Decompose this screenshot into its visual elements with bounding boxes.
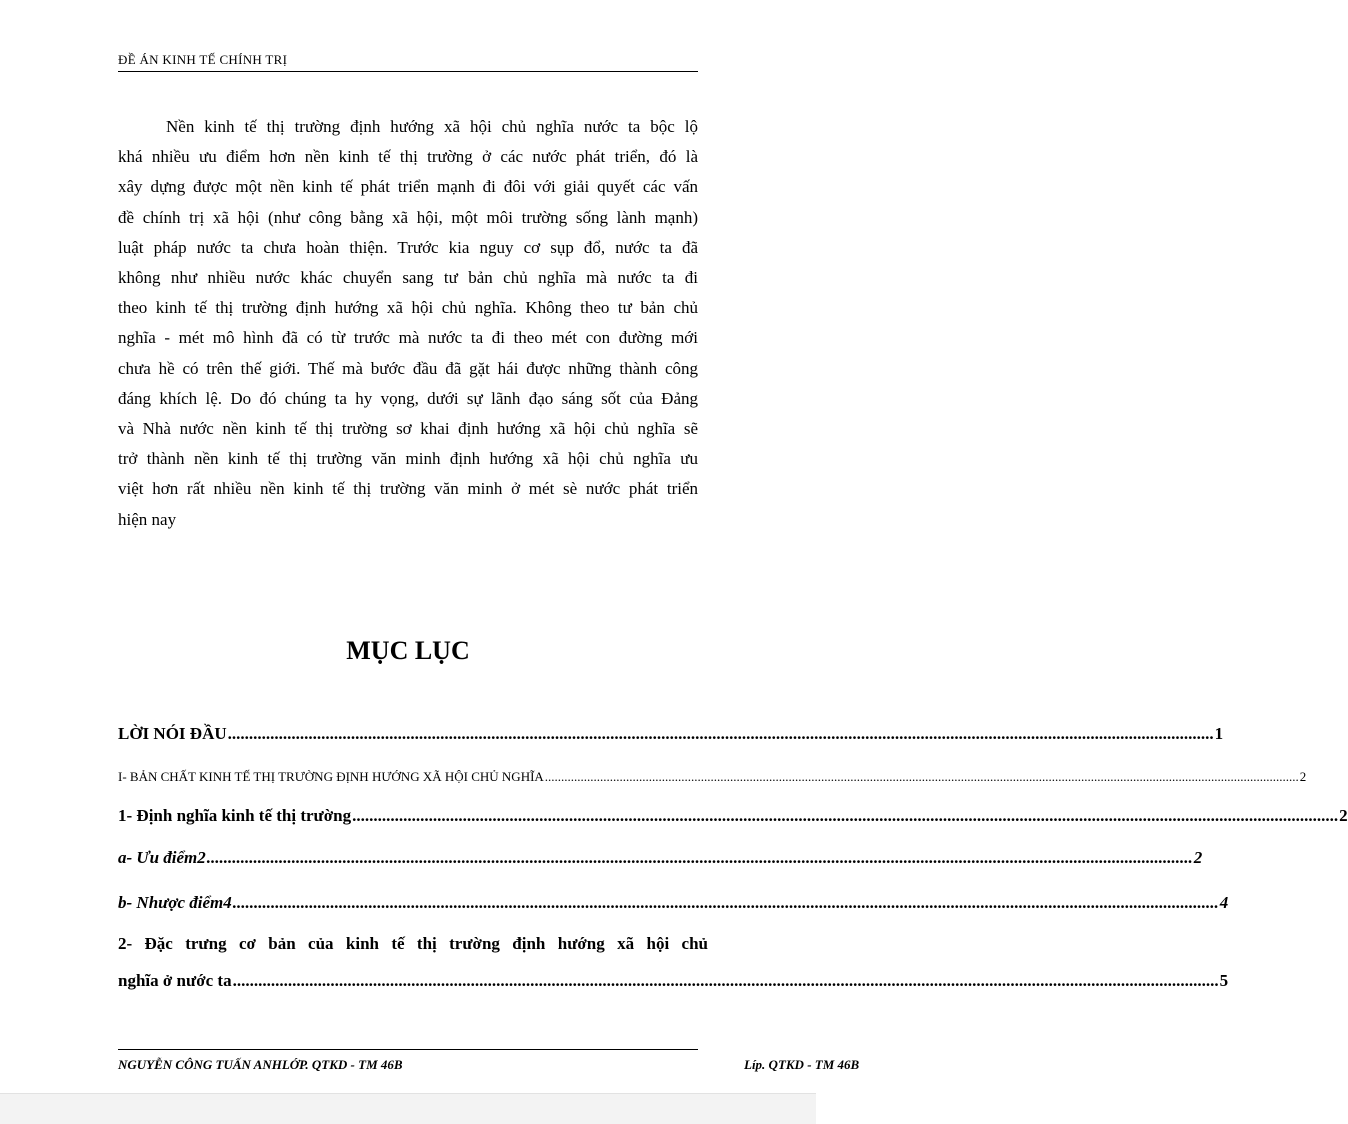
footer-divider bbox=[118, 1049, 698, 1050]
toc-entry-ban-chat[interactable] bbox=[118, 769, 1307, 785]
toc-entry-page: 5 bbox=[1219, 971, 1229, 990]
body-paragraph bbox=[118, 112, 698, 535]
body-line: chưa hề có trên thế giới. Thế mà bước đầu đã gặt hái được những thành công bbox=[118, 358, 698, 378]
toc-entry-label: LỜI NÓI ĐẦU bbox=[118, 724, 227, 743]
body-line: theo kinh tế thị trường định hướng xã hội chủ nghĩa. Không theo tư bản chủ bbox=[118, 298, 698, 318]
footer-class: Líp. QTKD - TM 46B bbox=[744, 1057, 860, 1072]
toc-entry-page: 1 bbox=[1214, 724, 1224, 743]
toc-entry-label: 1- Định nghĩa kinh tế thị trường bbox=[118, 806, 352, 825]
toc-leader-dots bbox=[233, 971, 1219, 991]
body-line: và Nhà nước nền kinh tế thị trường sơ khai định hướng xã hội chủ nghĩa sẽ bbox=[118, 419, 698, 439]
toc-entry-dac-trung[interactable] bbox=[118, 971, 1229, 991]
toc-entry-nhuoc-diem[interactable] bbox=[118, 893, 1229, 913]
body-line: Nền kinh tế thị trường định hướng xã hội chủ nghĩa nước ta bộc lộ bbox=[166, 117, 698, 136]
toc-entry-page: 2 bbox=[1299, 769, 1307, 784]
toc-leader-dots bbox=[228, 724, 1214, 744]
page-bottom-strip bbox=[0, 1093, 816, 1124]
body-line: luật pháp nước ta chưa hoàn thiện. Trước kia nguy cơ sụp đổ, nước ta đã bbox=[118, 237, 698, 257]
toc-entry-page: 2 bbox=[1339, 806, 1348, 825]
body-line: hiện nay bbox=[118, 509, 177, 529]
header-title: ĐỀ ÁN KINH TẾ CHÍNH TRỊ bbox=[118, 52, 288, 67]
toc-entry-uu-diem[interactable] bbox=[118, 848, 1203, 868]
body-line: đề chính trị xã hội (như công bằng xã hội, một môi trường sống lành mạnh) bbox=[118, 207, 698, 227]
toc-entry-label: a- Ưu điểm2 bbox=[118, 848, 206, 867]
footer-author: NGUYỄN CÔNG TUẤN ANHLỚP. QTKD - TM 46B bbox=[118, 1057, 403, 1072]
toc-leader-dots bbox=[545, 769, 1299, 785]
toc-leader-dots bbox=[207, 848, 1193, 868]
toc-entry-label: b- Nhược điểm4 bbox=[118, 893, 232, 912]
body-line: trở thành nền kinh tế thị trường văn minh định hướng xã hội chủ nghĩa ưu bbox=[118, 449, 698, 469]
toc-entry-label: nghĩa ở nước ta bbox=[118, 971, 232, 990]
toc-entry-page: 4 bbox=[1219, 893, 1229, 912]
body-line: khá nhiều ưu điểm hơn nền kinh tế thị trường ở các nước phát triển, đó là bbox=[118, 147, 698, 167]
toc-entry-dinh-nghia[interactable] bbox=[118, 806, 1348, 826]
document-header bbox=[118, 52, 698, 72]
toc-entry-label: I- BẢN CHẤT KINH TẾ THỊ TRƯỜNG ĐỊNH HƯỚNG XÃ HỘI CHỦ NGHĨA bbox=[118, 769, 544, 784]
toc-entry-page: 2 bbox=[1193, 848, 1203, 867]
body-line: không như nhiều nước khác chuyển sang tư bản chủ nghĩa mà nước ta đi bbox=[118, 268, 698, 288]
toc-entry-dac-trung-line1[interactable]: 2- Đặc trưng cơ bản của kinh tế thị trường định hướng xã hội chủ bbox=[118, 934, 708, 953]
toc-entry-loi-noi-dau[interactable] bbox=[118, 724, 1224, 744]
body-line: đáng khích lệ. Do đó chúng ta hy vọng, dưới sự lãnh đạo sáng sốt của Đảng bbox=[118, 388, 698, 408]
toc-leader-dots bbox=[352, 806, 1338, 826]
body-line: xây dựng được một nền kinh tế phát triển mạnh đi đôi với giải quyết các vấn bbox=[118, 177, 698, 197]
toc-title: MỤC LỤC bbox=[346, 636, 470, 665]
toc-leader-dots bbox=[233, 893, 1219, 913]
body-line: việt hơn rất nhiều nền kinh tế thị trường văn minh ở mét sè nước phát triển bbox=[118, 479, 698, 499]
body-line: nghĩa - mét mô hình đã có từ trước mà nước ta đi theo mét con đường mới bbox=[118, 328, 698, 348]
